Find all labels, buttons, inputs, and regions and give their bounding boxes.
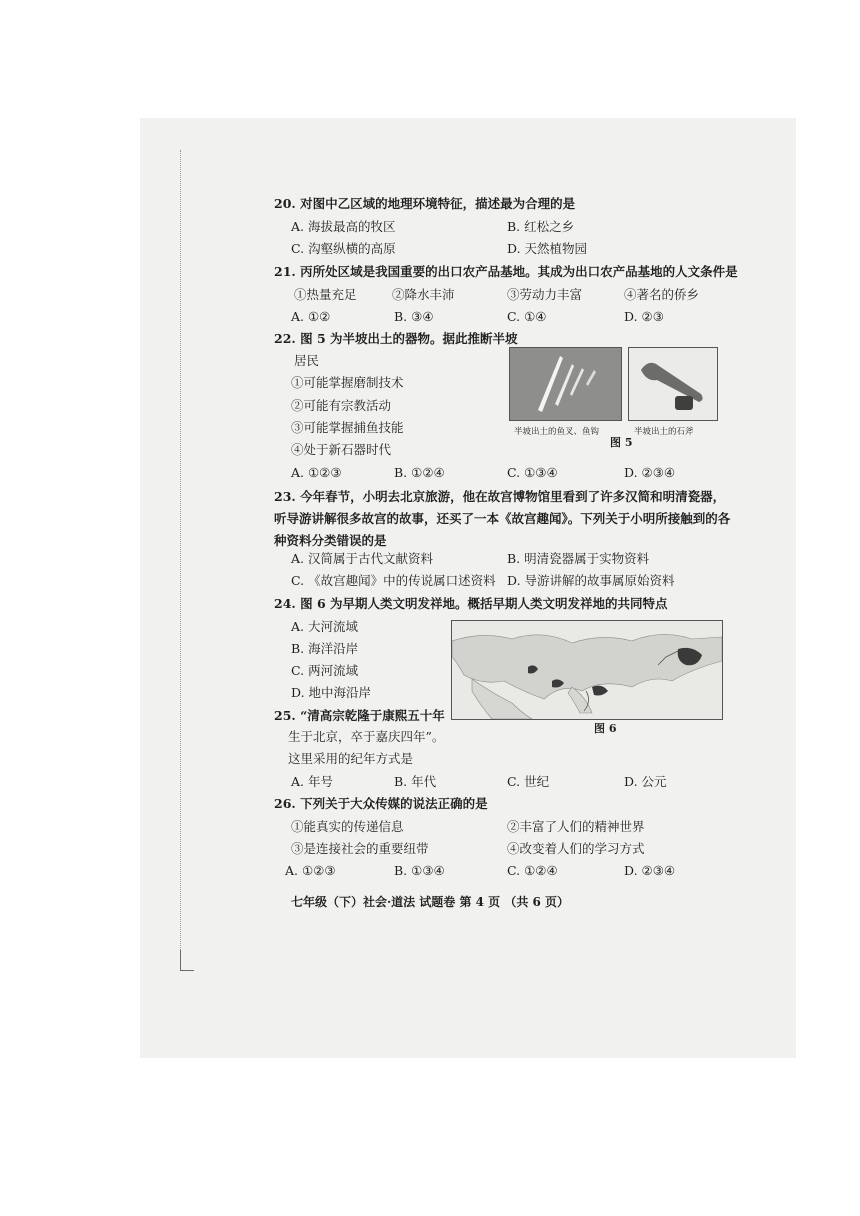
q25-option-c: C. 世纪 [507, 774, 550, 789]
q22-statement-4: ④处于新石器时代 [291, 442, 392, 457]
q26-option-a: A. ①②③ [285, 863, 336, 878]
q25-option-b: B. 年代 [394, 774, 437, 789]
q21-option-d: D. ②③ [624, 309, 664, 324]
figure-5-caption-left: 半坡出土的鱼叉、鱼钩 [514, 427, 600, 437]
q22-option-b: B. ①②④ [394, 465, 445, 480]
q20-option-d: D. 天然植物园 [507, 241, 588, 256]
q25-option-a: A. 年号 [291, 774, 333, 789]
q26-option-c: C. ①②④ [507, 863, 558, 878]
q22-option-c: C. ①③④ [507, 465, 558, 480]
q26-option-b: B. ①③④ [394, 863, 445, 878]
q20-option-b: B. 红松之乡 [507, 219, 575, 234]
q23-option-b: B. 明清瓷器属于实物资料 [507, 551, 650, 566]
q22-statement-2: ②可能有宗教活动 [291, 398, 392, 413]
world-map-icon [452, 621, 722, 719]
q21-option-a: A. ①② [291, 309, 331, 324]
fish-spear-photo [509, 347, 622, 421]
crop-mark [180, 950, 181, 970]
question-22-stem-cont: 居民 [294, 353, 320, 368]
question-24-stem: 24. 图 6 为早期人类文明发祥地。概括早期人类文明发祥地的共同特点 [274, 596, 668, 611]
question-26-stem: 26. 下列关于大众传媒的说法正确的是 [274, 796, 488, 811]
q25-option-d: D. 公元 [624, 774, 667, 789]
q24-option-b: B. 海洋沿岸 [291, 641, 359, 656]
binding-margin-line [180, 150, 182, 970]
civilization-map [451, 620, 723, 720]
q26-statement-3: ③是连接社会的重要纽带 [291, 841, 429, 856]
q21-option-c: C. ①④ [507, 309, 547, 324]
q22-option-a: A. ①②③ [291, 465, 342, 480]
q26-statement-1: ①能真实的传递信息 [291, 819, 404, 834]
question-22-stem: 22. 图 5 为半坡出土的器物。据此推断半坡 [274, 331, 518, 346]
q23-option-c: C. 《故宫趣闻》中的传说属口述资料 [291, 573, 496, 588]
question-25-stem: 25. “清高宗乾隆于康熙五十年 [274, 708, 445, 723]
q21-statement-1: ①热量充足 [294, 287, 357, 302]
question-21-stem: 21. 丙所处区域是我国重要的出口农产品基地。其成为出口农产品基地的人文条件是 [274, 264, 738, 279]
q26-statement-4: ④改变着人们的学习方式 [507, 841, 645, 856]
q21-statement-3: ③劳动力丰富 [507, 287, 583, 302]
q24-option-c: C. 两河流域 [291, 663, 359, 678]
q24-option-d: D. 地中海沿岸 [291, 685, 372, 700]
q22-statement-3: ③可能掌握捕鱼技能 [291, 420, 404, 435]
q26-option-d: D. ②③④ [624, 863, 676, 878]
stone-axe-photo [628, 347, 718, 421]
q23-option-d: D. 导游讲解的故事属原始资料 [507, 573, 675, 588]
figure-5-label: 图 5 [610, 436, 633, 449]
q22-statement-1: ①可能掌握磨制技术 [291, 375, 404, 390]
q21-statement-4: ④著名的侨乡 [624, 287, 700, 302]
q26-statement-2: ②丰富了人们的精神世界 [507, 819, 645, 834]
q21-option-b: B. ③④ [394, 309, 434, 324]
q24-option-a: A. 大河流域 [291, 619, 358, 634]
q22-option-d: D. ②③④ [624, 465, 676, 480]
q23-option-a: A. 汉简属于古代文献资料 [291, 551, 433, 566]
page-footer: 七年级（下）社会·道法 试题卷 第 4 页 （共 6 页） [290, 895, 570, 909]
question-25-stem-cont2: 这里采用的纪年方式是 [288, 751, 414, 766]
q20-option-a: A. 海拔最高的牧区 [291, 219, 396, 234]
figure-6-label: 图 6 [594, 722, 617, 735]
question-20-stem: 20. 对图中乙区域的地理环境特征，描述最为合理的是 [274, 196, 576, 211]
question-23-stem: 23. 今年春节，小明去北京旅游，他在故宫博物馆里看到了许多汉简和明清瓷器，听导游讲解很多故宫的故事，还买了一本《故宫趣闻》。下列关于小明所接触到的各种资料分类错误的是 [274, 489, 731, 548]
fish-spear-icon [510, 348, 621, 420]
question-25-stem-cont: 生于北京，卒于嘉庆四年”。 [288, 729, 445, 744]
q20-option-c: C. 沟壑纵横的高原 [291, 241, 396, 256]
crop-mark [180, 970, 194, 971]
q21-statement-2: ②降水丰沛 [392, 287, 455, 302]
figure-5-caption-right: 半坡出土的石斧 [634, 427, 694, 437]
stone-axe-icon [629, 348, 717, 420]
